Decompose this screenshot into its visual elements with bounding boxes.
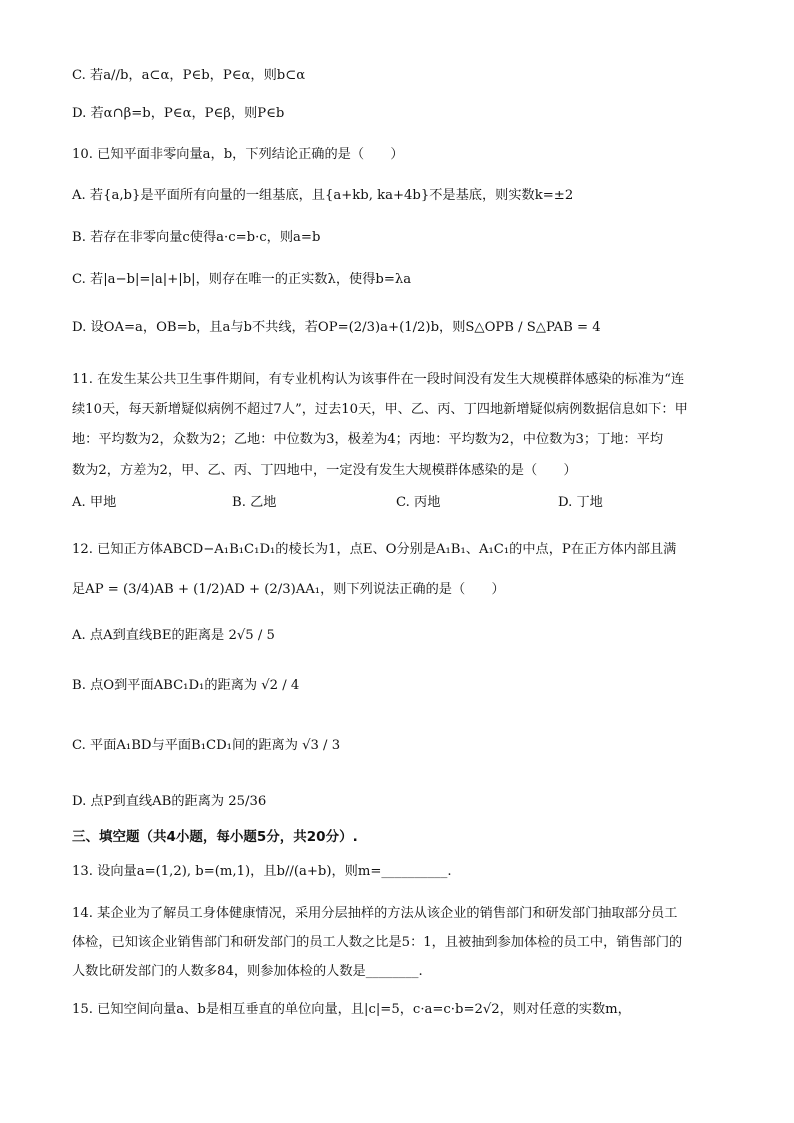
q11-stem-line-2: 续10天，每天新增疑似病例不超过7人”，过去10天，甲、乙、丙、丁四地新增疑似病例数据信息如下：甲 bbox=[72, 402, 688, 417]
q12-option-a: A. 点A到直线BE的距离是 2√5 / 5 bbox=[72, 628, 275, 643]
q10-option-c: C. 若|a−b|=|a|+|b|，则存在唯一的正实数λ，使得b=λa bbox=[72, 272, 412, 287]
q12-option-b: B. 点O到平面ABC₁D₁的距离为 √2 / 4 bbox=[72, 678, 300, 693]
q12-option-d: D. 点P到直线AB的距离为 25/36 bbox=[72, 794, 267, 809]
q11-option-b: B. 乙地 bbox=[232, 495, 277, 510]
section-3-heading: 三、填空题（共4小题，每小题5分，共20分）. bbox=[72, 829, 358, 845]
q14-line-2: 体检，已知该企业销售部门和研发部门的员工人数之比是5：1，且被抽到参加体检的员工中，销售部门的 bbox=[72, 935, 683, 950]
q11-option-d: D. 丁地 bbox=[558, 495, 603, 510]
q13: 13. 设向量a=(1,2), b=(m,1)，且b//(a+b)，则m=__________. bbox=[72, 864, 452, 879]
q11-option-a: A. 甲地 bbox=[72, 495, 117, 510]
q11-stem-line-1: 11. 在发生某公共卫生事件期间，有专业机构认为该事件在一段时间没有发生大规模群体感染的标准为“连 bbox=[72, 372, 685, 387]
q11-option-c: C. 丙地 bbox=[396, 495, 441, 510]
q9-option-d: D. 若α∩β=b，P∈α，P∈β，则P∈b bbox=[72, 106, 285, 121]
q10-option-b: B. 若存在非零向量c使得a·c=b·c，则a=b bbox=[72, 230, 321, 245]
q10-option-d: D. 设OA=a，OB=b，且a与b不共线，若OP=(2/3)a+(1/2)b，则S△OPB / S△PAB = 4 bbox=[72, 320, 601, 335]
q14-line-3: 人数比研发部门的人数多84，则参加体检的人数是________. bbox=[72, 964, 423, 979]
q12-stem-line-2: 足AP = (3/4)AB + (1/2)AD + (2/3)AA₁，则下列说法正确的是（ ） bbox=[72, 582, 505, 597]
q11-stem-line-3: 地：平均数为2，众数为2；乙地：中位数为3，极差为4；丙地：平均数为2，中位数为3；丁地：平均 bbox=[72, 432, 664, 447]
q12-stem-line-1: 12. 已知正方体ABCD−A₁B₁C₁D₁的棱长为1，点E、O分别是A₁B₁、A₁C₁的中点，P在正方体内部且满 bbox=[72, 542, 677, 557]
q10-stem: 10. 已知平面非零向量a，b，下列结论正确的是（ ） bbox=[72, 147, 404, 162]
q12-option-c: C. 平面A₁BD与平面B₁CD₁间的距离为 √3 / 3 bbox=[72, 738, 341, 753]
q14-line-1: 14. 某企业为了解员工身体健康情况，采用分层抽样的方法从该企业的销售部门和研发部门抽取部分员工 bbox=[72, 906, 678, 921]
q11-stem-line-4: 数为2，方差为2，甲、乙、丙、丁四地中，一定没有发生大规模群体感染的是（ ） bbox=[72, 463, 577, 478]
q10-option-a: A. 若{a,b}是平面所有向量的一组基底，且{a+kb, ka+4b}不是基底，则实数k=±2 bbox=[72, 188, 574, 203]
q11-options bbox=[72, 493, 734, 513]
q9-option-c: C. 若a//b，a⊂α，P∈b，P∈α，则b⊂α bbox=[72, 68, 306, 83]
q15: 15. 已知空间向量a、b是相互垂直的单位向量，且|c|=5，c·a=c·b=2√2，则对任意的实数m， bbox=[72, 1002, 631, 1017]
